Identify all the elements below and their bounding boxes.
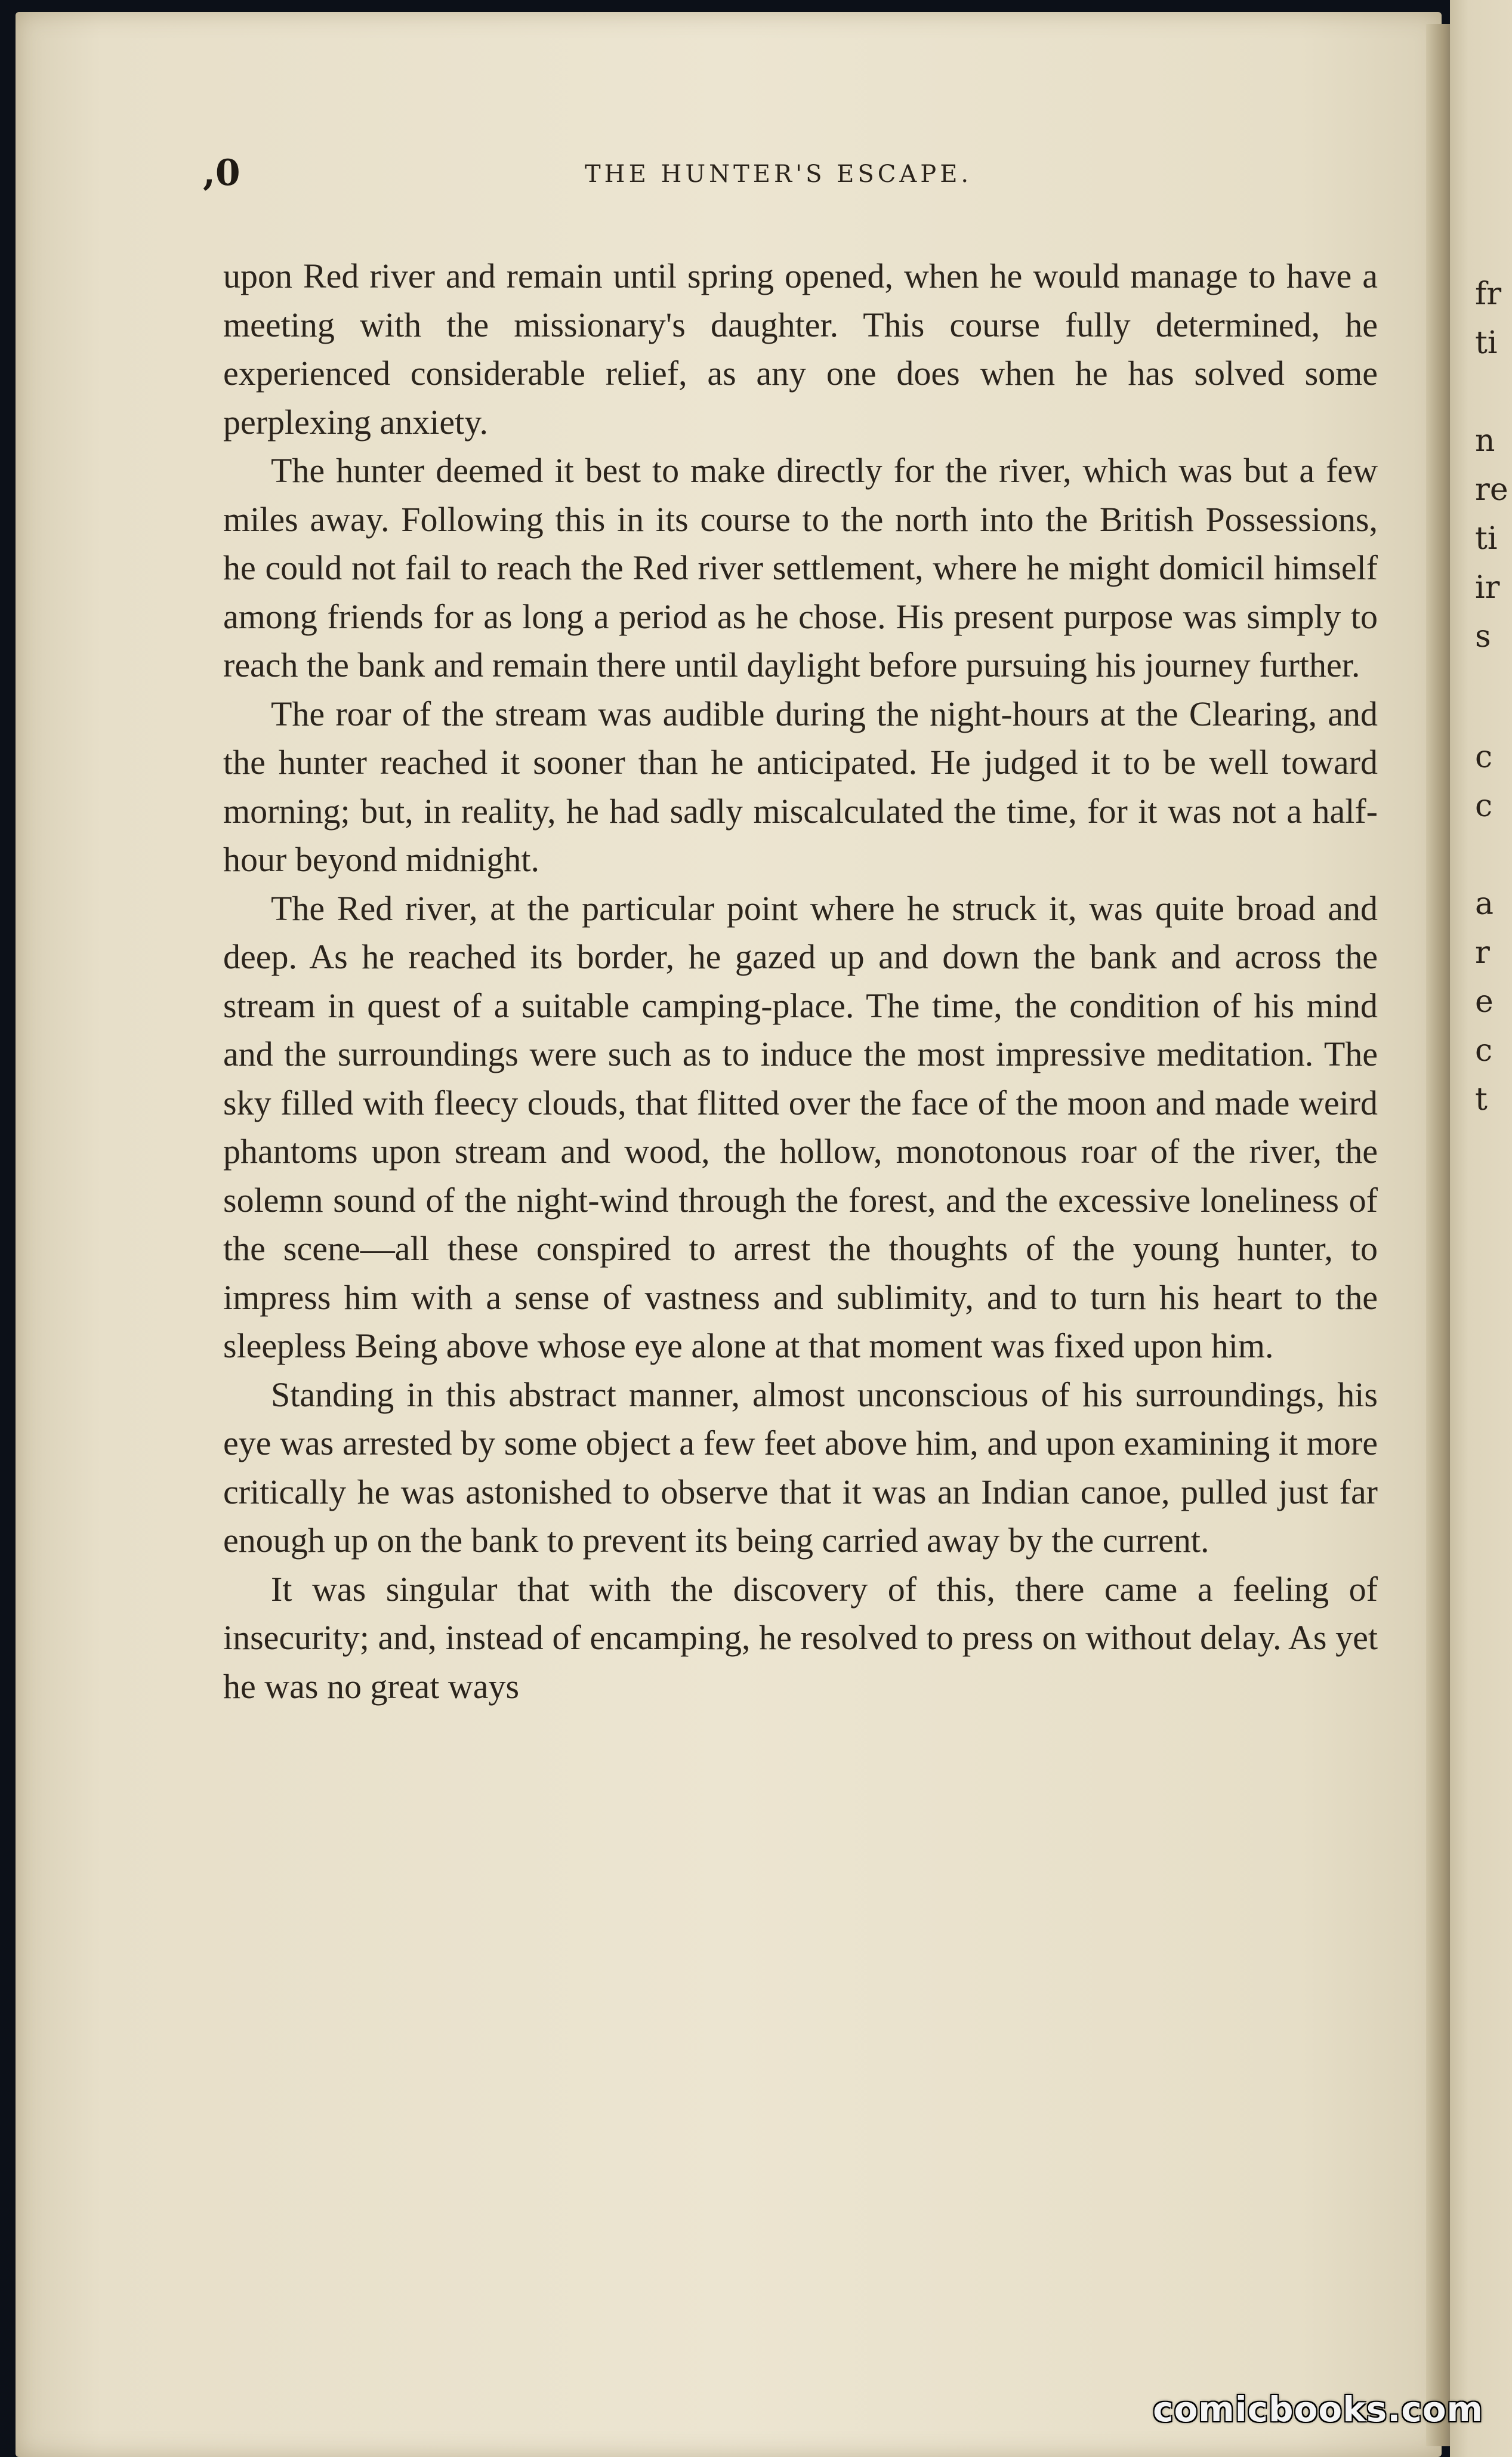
paragraph: upon Red river and remain until spring opened, when he would manage to have a meeting with the missionary's daughter. This course fully determined, he experienced considerable relief, as any one does when he has solved some perplexing anxiety. <box>223 257 1378 442</box>
edge-fragment: r <box>1475 935 1490 971</box>
edge-fragment: c <box>1475 739 1493 775</box>
page-number: ,0 <box>203 152 240 194</box>
paragraph: It was singular that with the discovery of this, there came a feeling of insecurity; and, instead of encamping, he resolved to press on without delay. As yet he was no great ways <box>223 1569 1378 1706</box>
paragraph: Standing in this abstract manner, almost unconscious of his surroundings, his eye was arrested by some object a few feet above him, and upon examining it more critically he was astonished to observe that it was an Indian canoe, pulled just far enough up on the bank to prevent its being carried away by the current. <box>223 1375 1378 1560</box>
next-page-edge <box>1450 0 1512 2457</box>
running-head: THE HUNTER'S ESCAPE. <box>585 160 973 188</box>
edge-fragment: a <box>1475 886 1494 922</box>
edge-fragment: e <box>1475 984 1494 1020</box>
paragraph: The Red river, at the particular point where he struck it, was quite broad and deep. As he reached its border, he gazed up and down the bank and across the stream in quest of a suitable camping-place. The time, the condition of his mind and the surroundings were such as to induce the most impressive meditation. The sky filled with fleecy clouds, that flitted over the face of the moon and made weird phantoms upon stream and wood, the hollow, monotonous roar of the river, the solemn sound of the night-wind through the forest, and the excessive loneliness of the scene—all these conspired to arrest the thoughts of the young hunter, to impress him with a sense of vastness and sublimity, and to turn his heart to the sleepless Being above whose eye alone at that moment was fixed upon him. <box>223 888 1378 1365</box>
edge-fragment: c <box>1475 788 1493 824</box>
edge-fragment: c <box>1475 1033 1493 1069</box>
paragraph: The roar of the stream was audible during the night-hours at the Clearing, and the hunter reached it sooner than he anticipated. He judged it to be well toward morning; but, in reality, he had sadly miscalculated the time, for it was not a half-hour beyond midnight. <box>223 694 1378 879</box>
page-header <box>203 152 1396 194</box>
body-text <box>223 252 1378 1711</box>
edge-fragment: t <box>1475 1082 1488 1118</box>
edge-fragment: s <box>1475 619 1491 655</box>
edge-fragment: n <box>1475 423 1495 459</box>
edge-fragment: ti <box>1475 521 1498 557</box>
edge-fragment: ti <box>1475 325 1498 361</box>
paragraph: The hunter deemed it best to make directly for the river, which was but a few miles away. Following this in its course to the north into the British Possessions, he could not fail to reach the Red river settlement, where he might domicil himself among friends for as long a period as he chose. His present purpose was simply to reach the bank and remain there until daylight before pursuing his journey further. <box>223 451 1378 684</box>
watermark: comicbooks.com <box>1153 2389 1483 2430</box>
edge-fragment: fr <box>1475 276 1502 312</box>
edge-fragment: ir <box>1475 570 1500 606</box>
next-page-fragments <box>1475 270 1508 1124</box>
edge-fragment: re <box>1475 472 1508 508</box>
